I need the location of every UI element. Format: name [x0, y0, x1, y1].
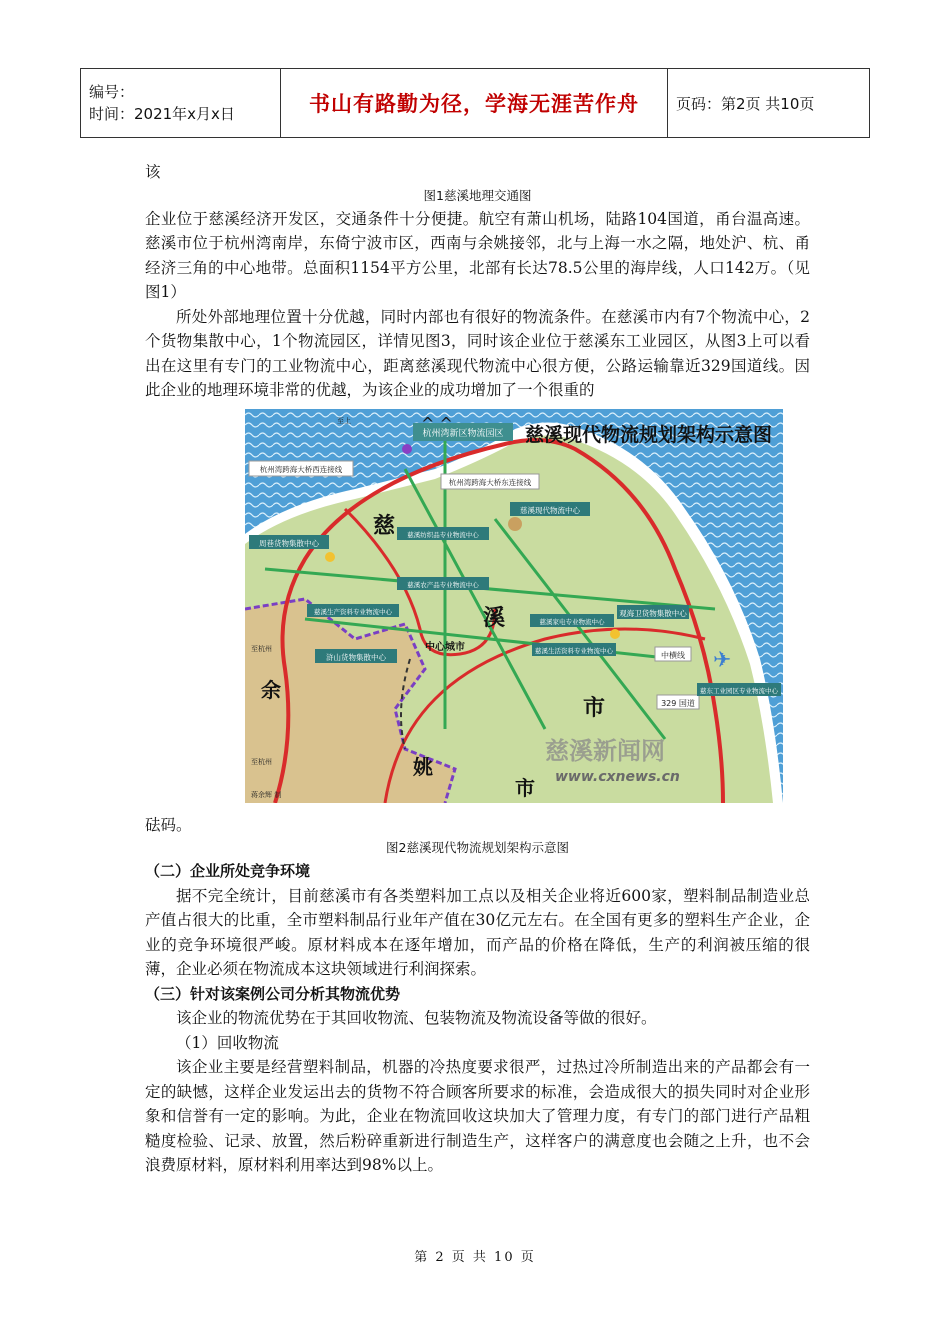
materials-label: 慈溪生产资料专业物流中心 — [314, 607, 392, 616]
modern-center-marker — [508, 517, 522, 531]
page-header — [80, 68, 870, 138]
watermark-url: www.cxnews.cn — [555, 768, 680, 785]
map-char-yao: 姚 — [413, 754, 433, 779]
paragraph: 据不完全统计，目前慈溪市有各类塑料加工点以及相关企业将近600家，塑料制品制造业总产值占很大的比重，全市塑料制品行业年产值在30亿元左右。在全国有更多的塑料生产企业，企业的竞争环境很严峻。原材料成本在逐年增加，而产品的价格在降低，生产的利润被压缩的很薄，企业必须在物流成本这块领域进行利润探索。 — [145, 886, 810, 978]
figure-2-caption: 图2慈溪现代物流规划架构示意图 — [386, 840, 569, 855]
appliance-label: 慈溪家电专业物流中心 — [539, 617, 605, 626]
map-char-xi: 溪 — [483, 605, 506, 631]
watermark: 慈溪新闻网 — [545, 736, 665, 765]
zhongheng-label: 中横线 — [661, 650, 685, 660]
center-city-label: 中心城市 — [425, 641, 465, 653]
guanhai-marker — [610, 629, 620, 639]
subsection-heading: （1）回收物流 — [176, 1033, 279, 1052]
paragraph: 所处外部地理位置十分优越，同时内部也有很好的物流条件。在慈溪市内有7个物流中心，2个货物集散中心，1个物流园区，详情见图3，同时该企业位于慈溪东工业园区，从图3上可以看出在这里有专门的工业物流中心，距离慈溪现代物流中心很方便，公路运输靠近329国道线。因此企业的地理环境非常的优越，为该企业的成功增加了一个很重的 — [145, 307, 810, 399]
park-label: 杭州湾新区物流园区 — [422, 428, 504, 439]
number-label: 编号： — [89, 83, 135, 101]
logistics-map — [245, 409, 783, 803]
maker-label: 蒋余辉 制 — [251, 790, 282, 799]
map-char-shi2: 市 — [515, 775, 535, 800]
life-label: 慈溪生活资料专业物流中心 — [535, 646, 613, 655]
page-footer: 第 2 页 共 10 页 — [414, 1250, 536, 1265]
zhouxiang-marker — [325, 552, 335, 562]
section-heading: （二）企业所处竞争环境 — [145, 862, 311, 880]
time-label: 时间：2021年x月x日 — [89, 105, 235, 123]
agri-label: 慈溪农产品专业物流中心 — [407, 580, 479, 589]
paragraph-fragment: 该 — [145, 163, 161, 181]
map-char-yu: 余 — [261, 677, 281, 702]
textile-label: 慈溪纺织品专业物流中心 — [407, 530, 479, 539]
to-hangzhou-label: 至杭州 — [251, 644, 272, 653]
guanhai-label: 观海卫货物集散中心 — [619, 608, 687, 618]
paragraph-fragment: 砝码。 — [145, 815, 192, 834]
map-char-ci: 慈 — [373, 513, 396, 539]
modern-center-label: 慈溪现代物流中心 — [520, 505, 580, 515]
guodao-label: 329 国道 — [661, 698, 695, 708]
zhouxiang-label: 周巷货物集散中心 — [259, 538, 319, 548]
paragraph: 该企业主要是经营塑料制品，机器的冷热度要求很严，过热过冷所制造出来的产品都会有一定的缺憾，这样企业发运出去的货物不符合顾客所要求的标准，会造成很大的损失同时对企业形象和信誉有一定的影响。为此，企业在物流回收这块加大了管理力度，有专门的部门进行产品粗糙度检验、记录、放置，然后粉碎重新进行制造生产，这样客户的满意度也会随之上升，也不会浪费原材料，原材料利用率达到98%以上。 — [145, 1058, 810, 1174]
header-page-info: 页码：第2页 共10页 — [668, 69, 870, 138]
arrow-up-icon: ^ ^ — [421, 413, 453, 433]
paragraph: 该企业的物流优势在于其回收物流、包装物流及物流设备等做的很好。 — [176, 1009, 657, 1027]
map-char-shi: 市 — [583, 695, 606, 721]
figure-1-caption: 图1慈溪地理交通图 — [423, 187, 532, 203]
park-marker — [402, 444, 412, 454]
airport-icon: ✈ — [713, 647, 732, 673]
to-shanghai-label: 至上 — [337, 416, 351, 425]
paragraph: 企业位于慈溪经济开发区，交通条件十分便捷。航空有萧山机场，陆路104国道，甬台温高速。慈溪市位于杭州湾南岸，东倚宁波市区，西南与余姚接邻，北与上海一水之隔，地处沪、杭、甬经济三角的中心地带。总面积1154平方公里，北部有长达78.5公里的海岸线，人口142万。（见图1） — [145, 209, 810, 301]
hushan-label: 浒山货物集散中心 — [326, 652, 386, 662]
east-industry-label: 慈东工业园区专业物流中心 — [700, 686, 778, 695]
west-line-label: 杭州湾跨海大桥西连接线 — [259, 464, 343, 474]
header-motto: 书山有路勤为径，学海无涯苦作舟 — [281, 69, 668, 138]
header-meta — [81, 69, 281, 138]
section-heading: （三）针对该案例公司分析其物流优势 — [145, 984, 401, 1003]
document-body — [145, 160, 810, 1178]
to-hangzhou-label-2: 至杭州 — [251, 757, 272, 766]
map-title: 慈溪现代物流规划架构示意图 — [524, 423, 772, 446]
east-line-label: 杭州湾跨海大桥东连接线 — [448, 477, 532, 487]
